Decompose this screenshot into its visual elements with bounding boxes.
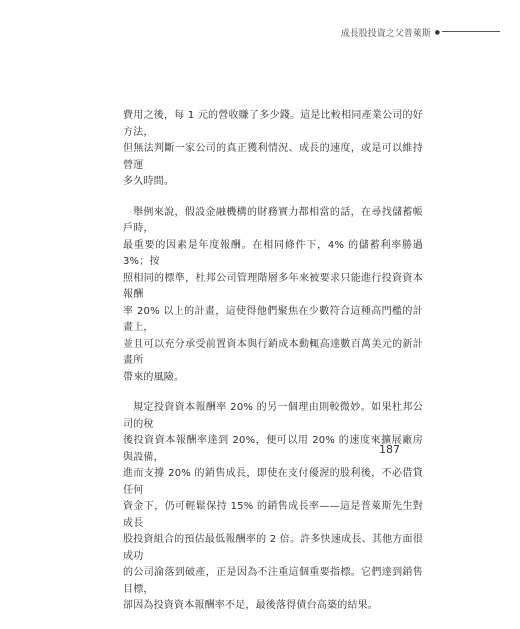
paragraph-3: 規定投資資本報酬率 20% 的另一個理由則較微妙。如果杜邦公司的稅 後投資資本報酬率達到 20%，便可以用 20% 的速度來擴展廠房與設備， 進而支撐 20% 的銷售成長，即使在支付優渥的股利後，不必借貸任何 資金下，仍可輕鬆保持 15% 的銷售成長率——這是普萊斯先生對成長 股投資組合的預估最低報酬率的 2 倍。許多快速成長、其他方面很成功 的公司淪落到破產，正是因為不注重這個重要指標。它們達到銷售目標， 卻因為投資資本報酬率不足，最後落得債台高築的結果。	[123, 402, 423, 611]
body-text	[123, 108, 423, 629]
paragraph-2: 舉例來說，假設金融機構的財務實力都相當的話，在尋找儲蓄帳戶時， 最重要的因素是年度報酬。在相同條件下，4% 的儲蓄利率勝過 3%；按 照相同的標準，杜邦公司管理階層多年來被要求只能進行投資資本報酬 率 20% 以上的計畫，這使得他們聚焦在少數符合這種高門檻的計畫上， 並且可以充分承受前置資本與行銷成本動輒高達數百萬美元的新計畫所 帶來的風險。	[123, 206, 423, 383]
page-number: 187	[379, 443, 400, 456]
bullet-icon: ●	[434, 28, 440, 36]
paragraph-1: 費用之後，每 1 元的營收賺了多少錢。這是比較相同產業公司的好方法， 但無法判斷一家公司的真正獲利情況、成長的速度，或是可以維持營運 多久時間。	[123, 110, 423, 187]
header-rule	[442, 31, 500, 32]
running-header-title: 成長股投資之父普萊斯	[340, 29, 431, 39]
running-header	[341, 26, 440, 39]
